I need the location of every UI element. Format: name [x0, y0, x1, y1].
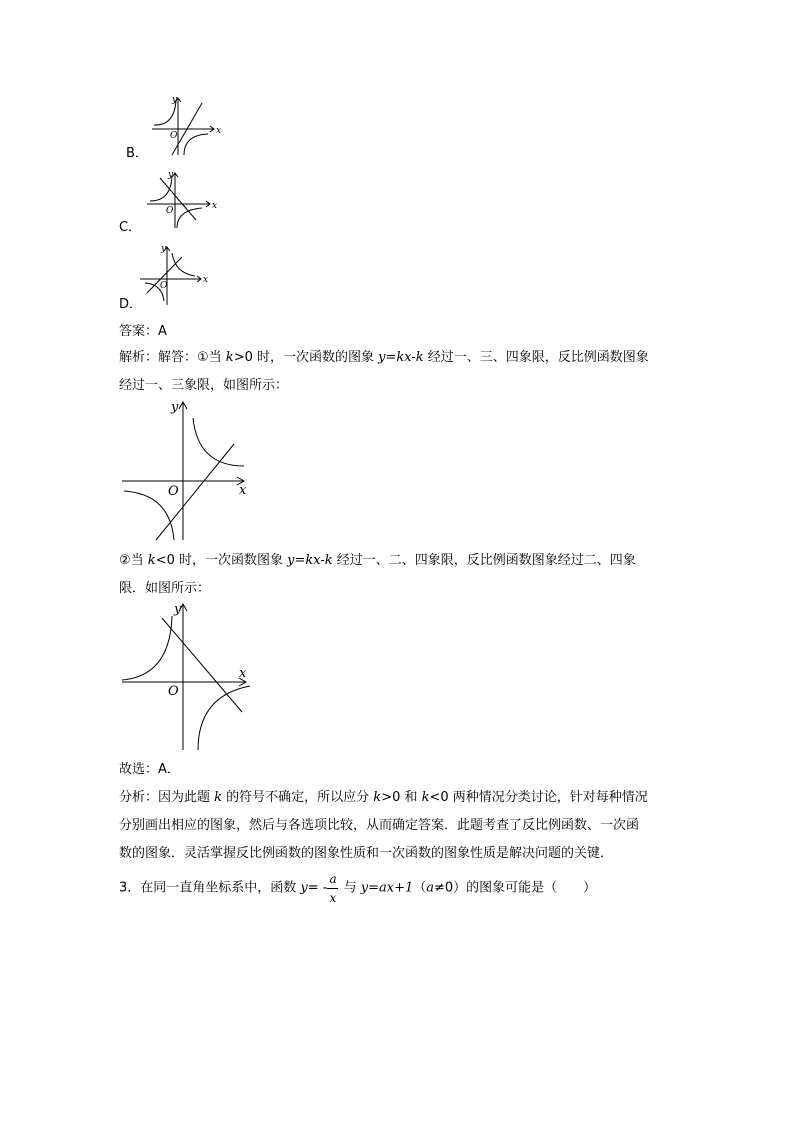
- analysis-line-3-suffix: 经过一、二、四象限，反比例函数图象经过二、四象: [332, 553, 636, 568]
- hyperbola-fourth-quadrant: [198, 686, 250, 750]
- y-label: y: [168, 170, 174, 180]
- option-d-graph: [137, 243, 212, 308]
- y-label: y: [172, 95, 178, 105]
- answer-line: 答案：A: [119, 324, 167, 339]
- condition-open: （: [413, 880, 427, 896]
- linear-function-formula: y=kx-k: [287, 553, 333, 568]
- hyperbola-second-quadrant: [122, 616, 172, 680]
- variable-k: k: [421, 790, 430, 805]
- equals-minus: = -: [307, 880, 328, 896]
- x-label: x: [212, 201, 218, 211]
- question-3-suffix: ≠0）的图象可能是（ ）: [434, 880, 597, 896]
- linear-function-formula: y=kx-k: [378, 350, 424, 365]
- y-label: y: [171, 400, 179, 415]
- variable-k: k: [214, 790, 223, 805]
- origin-label: O: [168, 684, 179, 699]
- variable-a: a: [426, 880, 435, 896]
- x-label: x: [239, 483, 247, 498]
- analysis-line-2: 经过一、三象限，如图所示：: [119, 378, 289, 393]
- fraction-bar: [327, 888, 338, 889]
- variable-y: y: [300, 880, 308, 896]
- analysis-figure-k-positive: [118, 398, 258, 543]
- commentary-line-1: [119, 790, 648, 806]
- hyperbola-lower-right: [184, 134, 208, 155]
- analysis-figure-k-negative: [118, 600, 258, 755]
- option-c-label: C．: [119, 220, 142, 235]
- hyperbola-first-quadrant: [193, 418, 244, 466]
- fraction-denominator: x: [329, 891, 337, 905]
- linear-function-formula: y=ax+1: [360, 880, 414, 896]
- question-3-mid: 与: [339, 880, 361, 896]
- analysis-line-3-prefix: ②当: [119, 553, 148, 568]
- origin-label: O: [170, 131, 178, 141]
- question-3-prefix: 3．在同一直角坐标系中，函数: [119, 880, 301, 896]
- x-label: x: [239, 666, 247, 681]
- origin-label: O: [160, 281, 168, 291]
- hyperbola-upper-right: [172, 253, 195, 276]
- origin-label: O: [166, 206, 174, 216]
- commentary-line-1-mid2: >0 和: [381, 790, 422, 805]
- question-3: [119, 872, 597, 905]
- x-label: x: [203, 275, 209, 285]
- x-label: x: [216, 126, 222, 136]
- hyperbola-lower-right: [177, 208, 202, 228]
- analysis-line-1-suffix: 经过一、三、四象限，反比例函数图象: [423, 350, 649, 365]
- origin-label: O: [168, 484, 179, 499]
- commentary-line-1-mid1: 的符号不确定，所以应分: [222, 790, 374, 805]
- fraction-numerator: a: [329, 872, 337, 886]
- commentary-line-1-prefix: 分析：因为此题: [119, 790, 215, 805]
- variable-k: k: [225, 350, 234, 365]
- y-label: y: [161, 244, 167, 254]
- option-c-graph: [144, 168, 219, 233]
- analysis-line-1-mid: >0 时，一次函数的图象: [233, 350, 379, 365]
- option-d-label: D．: [119, 297, 143, 312]
- variable-k: k: [147, 553, 156, 568]
- choose-line: 故选：A．: [119, 762, 180, 777]
- option-b-label: B．: [126, 146, 148, 161]
- commentary-line-1-suffix: <0 两种情况分类讨论，针对每种情况: [429, 790, 648, 805]
- hyperbola-third-quadrant: [124, 491, 174, 540]
- analysis-line-3-mid: <0 时，一次函数图象: [155, 553, 288, 568]
- commentary-line-3: 数的图象．灵活掌握反比例函数的图象性质和一次函数的图象性质是解决问题的关键．: [119, 846, 614, 861]
- analysis-line-4: 限．如图所示：: [119, 581, 211, 596]
- option-b-graph: [148, 93, 223, 158]
- analysis-line-1-prefix: 解析：解答：①当: [119, 350, 226, 365]
- variable-k: k: [373, 790, 382, 805]
- analysis-line-3: [119, 553, 636, 569]
- analysis-line-1: [119, 350, 649, 366]
- commentary-line-2: 分别画出相应的图象，然后与各选项比较，从而确定答案．此题考查了反比例函数、一次函: [119, 818, 640, 833]
- fraction-a-over-x: [327, 872, 339, 905]
- y-label: y: [174, 602, 182, 617]
